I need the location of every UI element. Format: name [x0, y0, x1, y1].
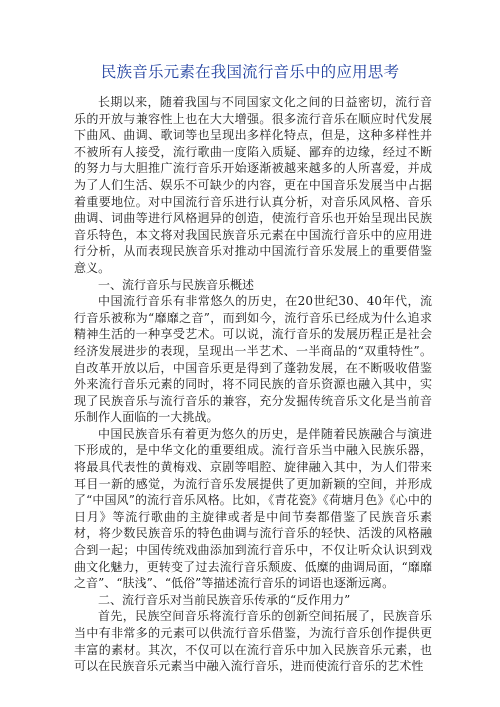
section-heading-2: 二、流行音乐对当前民族音乐传承的“反作用力” — [98, 592, 351, 607]
document-title: 民族音乐元素在我国流行音乐中的应用思考 — [100, 63, 400, 81]
document-body — [74, 94, 432, 675]
paragraph-section-2-a: 首先，民族空间音乐将流行音乐的创新空间拓展了，民族音乐当中有非常多的元素可以供流行音乐借鉴，为流行音乐创作提供更丰富的素材。其次，不仅可以在流行音乐中加入民族音乐元素，也可以在民族音乐元素当中融入流行音乐，进而使流行音乐的艺术性 — [74, 609, 432, 674]
paragraph-intro: 长期以来，随着我国与不同国家文化之间的日益密切，流行音乐的开放与兼容性上也在大大增强。很多流行音乐在顺应时代发展下曲风、曲调、歌词等也呈现出多样化特点，但是，这种多样性并不被所有人接受，流行歌曲一度陷入质疑、鄙弃的边缘，经过不断的努力与大胆推广流行音乐开始逐渐被越来越多的人所喜爱，并成为了人们生活、娱乐不可缺少的内容，更在中国音乐发展当中占据着重要地位。对中国流行音乐进行认真分析，对音乐风风格、音乐曲调、词曲等进行风格迥异的创造，使流行音乐也开始呈现出民族音乐特色，本文将对我国民族音乐元素在中国流行音乐中的应用进行分析，从而表现民族音乐对推动中国流行音乐发展上的重要借鉴意义。 — [74, 95, 432, 275]
paragraph-section-1-b: 中国民族音乐有着更为悠久的历史，是伴随着民族融合与演进下形成的，是中华文化的重要组成。流行音乐当中融入民族乐器，将最具代表性的黄梅戏、京剧等唱腔、旋律融入其中，为人们带来耳目一新的感觉，为流行音乐发展提供了更加新颖的空间，并形成了“中国风”的流行音乐风格。比如，《青花瓷》《荷塘月色》《心中的日月》等流行歌曲的主旋律或者是中间节奏都借鉴了民族音乐素材，将少数民族音乐的特色曲调与流行音乐的轻快、活泼的风格融合到一起；中国传统戏曲添加到流行音乐中，不仅让听众认识到戏曲文化魅力，更转变了过去流行音乐颓废、低糜的曲调局面，“靡靡之音”、“肤浅”、“低俗”等描述流行音乐的词语也逐渐远离。 — [74, 426, 432, 591]
section-heading-1: 一、流行音乐与民族音乐概述 — [98, 277, 255, 292]
paragraph-section-1-a: 中国流行音乐有非常悠久的历史，在20世纪30、40年代，流行音乐被称为“靡靡之音”，而到如今，流行音乐已经成为什么追求精神生活的一种享受艺术。可以说，流行音乐的发展历程正是社会经济发展进步的表现，呈现出一半艺术、一半商品的“双重特性”。自改革开放以后，中国音乐更是得到了蓬勃发展，在不断吸收借鉴外来流行音乐元素的同时，将不同民族的音乐资源也融入其中，实现了民族音乐与流行音乐的兼容，充分发掘传统音乐文化是当前音乐制作人面临的一大挑战。 — [74, 294, 432, 425]
